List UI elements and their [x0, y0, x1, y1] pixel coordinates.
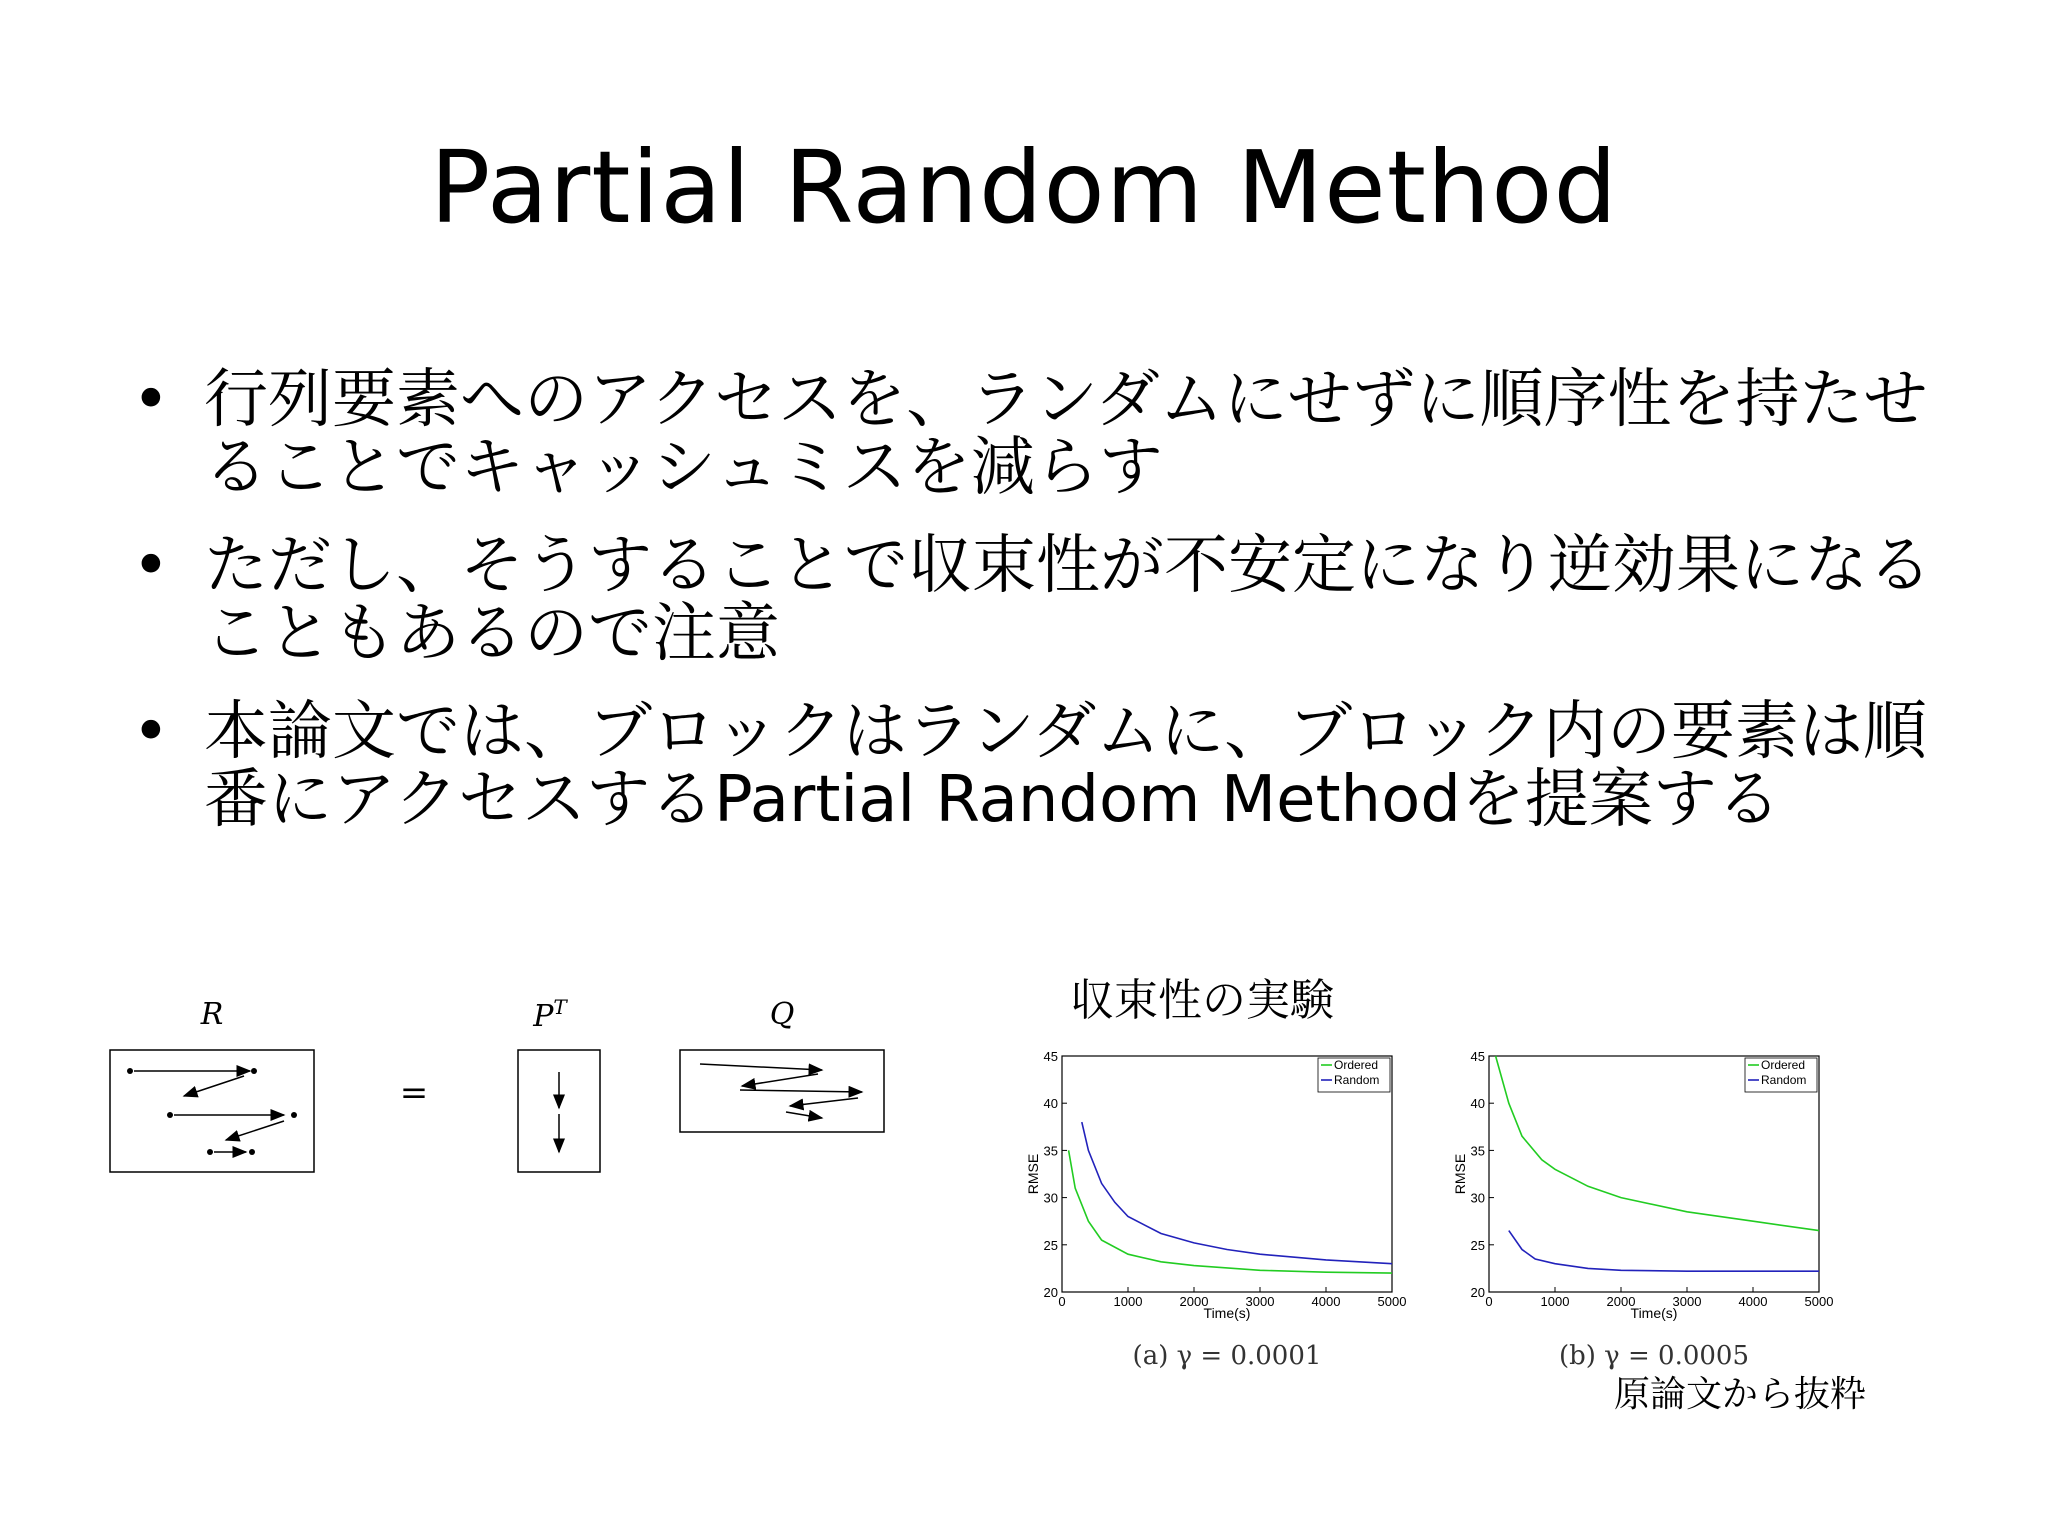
x-tick-label: 4000: [1311, 1294, 1341, 1309]
x-tick-label: 0: [1485, 1294, 1493, 1309]
y-tick-label: 35: [1470, 1143, 1485, 1159]
equals-sign: =: [399, 1073, 429, 1113]
matrix-p-label: $P^T$: [533, 995, 567, 1034]
x-tick-label: 1000: [1540, 1294, 1570, 1309]
legend-label: Random: [1761, 1073, 1807, 1087]
x-tick-label: 1000: [1113, 1294, 1143, 1309]
x-tick-label: 4000: [1738, 1294, 1768, 1309]
x-axis-label: Time(s): [1630, 1305, 1678, 1321]
y-tick-label: 45: [1470, 1049, 1485, 1064]
x-axis-label: Time(s): [1203, 1305, 1251, 1321]
legend: [1318, 1058, 1390, 1092]
bullet-item: [118, 363, 1948, 505]
rmse-chart-b: [1447, 1040, 1837, 1371]
rmse-chart-a: [1020, 1040, 1410, 1371]
y-tick-label: 35: [1043, 1143, 1058, 1159]
matrix-r-box: [110, 1050, 314, 1172]
matrix-r-label: R: [200, 997, 224, 1032]
chart-caption: (a) γ = 0.0001: [1132, 1341, 1322, 1371]
x-tick-label: 2000: [1606, 1294, 1636, 1309]
x-tick-label: 2000: [1179, 1294, 1209, 1309]
x-tick-label: 3000: [1672, 1294, 1702, 1309]
y-tick-label: 40: [1470, 1096, 1485, 1112]
chart-caption: (b) γ = 0.0005: [1558, 1341, 1750, 1371]
legend-label: Random: [1334, 1073, 1380, 1087]
x-tick-label: 5000: [1804, 1294, 1834, 1309]
matrix-p-box: [518, 1050, 600, 1172]
y-tick-label: 45: [1043, 1049, 1058, 1064]
bullet-marker: •: [132, 529, 170, 603]
y-tick-label: 20: [1043, 1285, 1058, 1300]
y-tick-label: 30: [1043, 1190, 1058, 1206]
y-tick-label: 25: [1470, 1237, 1485, 1253]
y-tick-label: 40: [1043, 1096, 1058, 1112]
bullet-text: 行列要素へのアクセスを、ランダムにせずに順序性を持たせることでキャッシュミスを減らす: [204, 363, 1928, 505]
y-axis-label: RMSE: [1025, 1153, 1041, 1195]
slide-title: Partial Random Method: [430, 129, 1618, 246]
matrix-q-box: [680, 1050, 884, 1132]
y-tick-label: 25: [1043, 1237, 1058, 1253]
legend: [1745, 1058, 1817, 1092]
bullet-text: ただし、そうすることで収束性が不安定になり逆効果になることもあるので注意: [204, 529, 1932, 671]
x-tick-label: 0: [1058, 1294, 1066, 1309]
bullet-text: 本論文では、ブロックはランダムに、ブロック内の要素は順番にアクセスするPartial Random Methodを提案する: [204, 695, 1927, 837]
source-note: 原論文から抜粋: [1614, 1374, 1867, 1415]
y-axis-label: RMSE: [1452, 1153, 1468, 1195]
bullet-marker: •: [132, 363, 170, 437]
bullet-item: [118, 695, 1948, 837]
x-tick-label: 3000: [1245, 1294, 1275, 1309]
matrix-factorization-diagram: [100, 980, 900, 1200]
x-tick-label: 5000: [1377, 1294, 1407, 1309]
legend-label: Ordered: [1761, 1058, 1806, 1072]
bullet-list: [118, 363, 1948, 864]
y-tick-label: 30: [1470, 1190, 1485, 1206]
y-tick-label: 20: [1470, 1285, 1485, 1300]
bullet-item: [118, 529, 1948, 671]
matrix-q-label: Q: [769, 997, 795, 1032]
experiment-heading: 収束性の実験: [1070, 975, 1334, 1026]
legend-label: Ordered: [1334, 1058, 1379, 1072]
bullet-marker: •: [132, 695, 170, 769]
